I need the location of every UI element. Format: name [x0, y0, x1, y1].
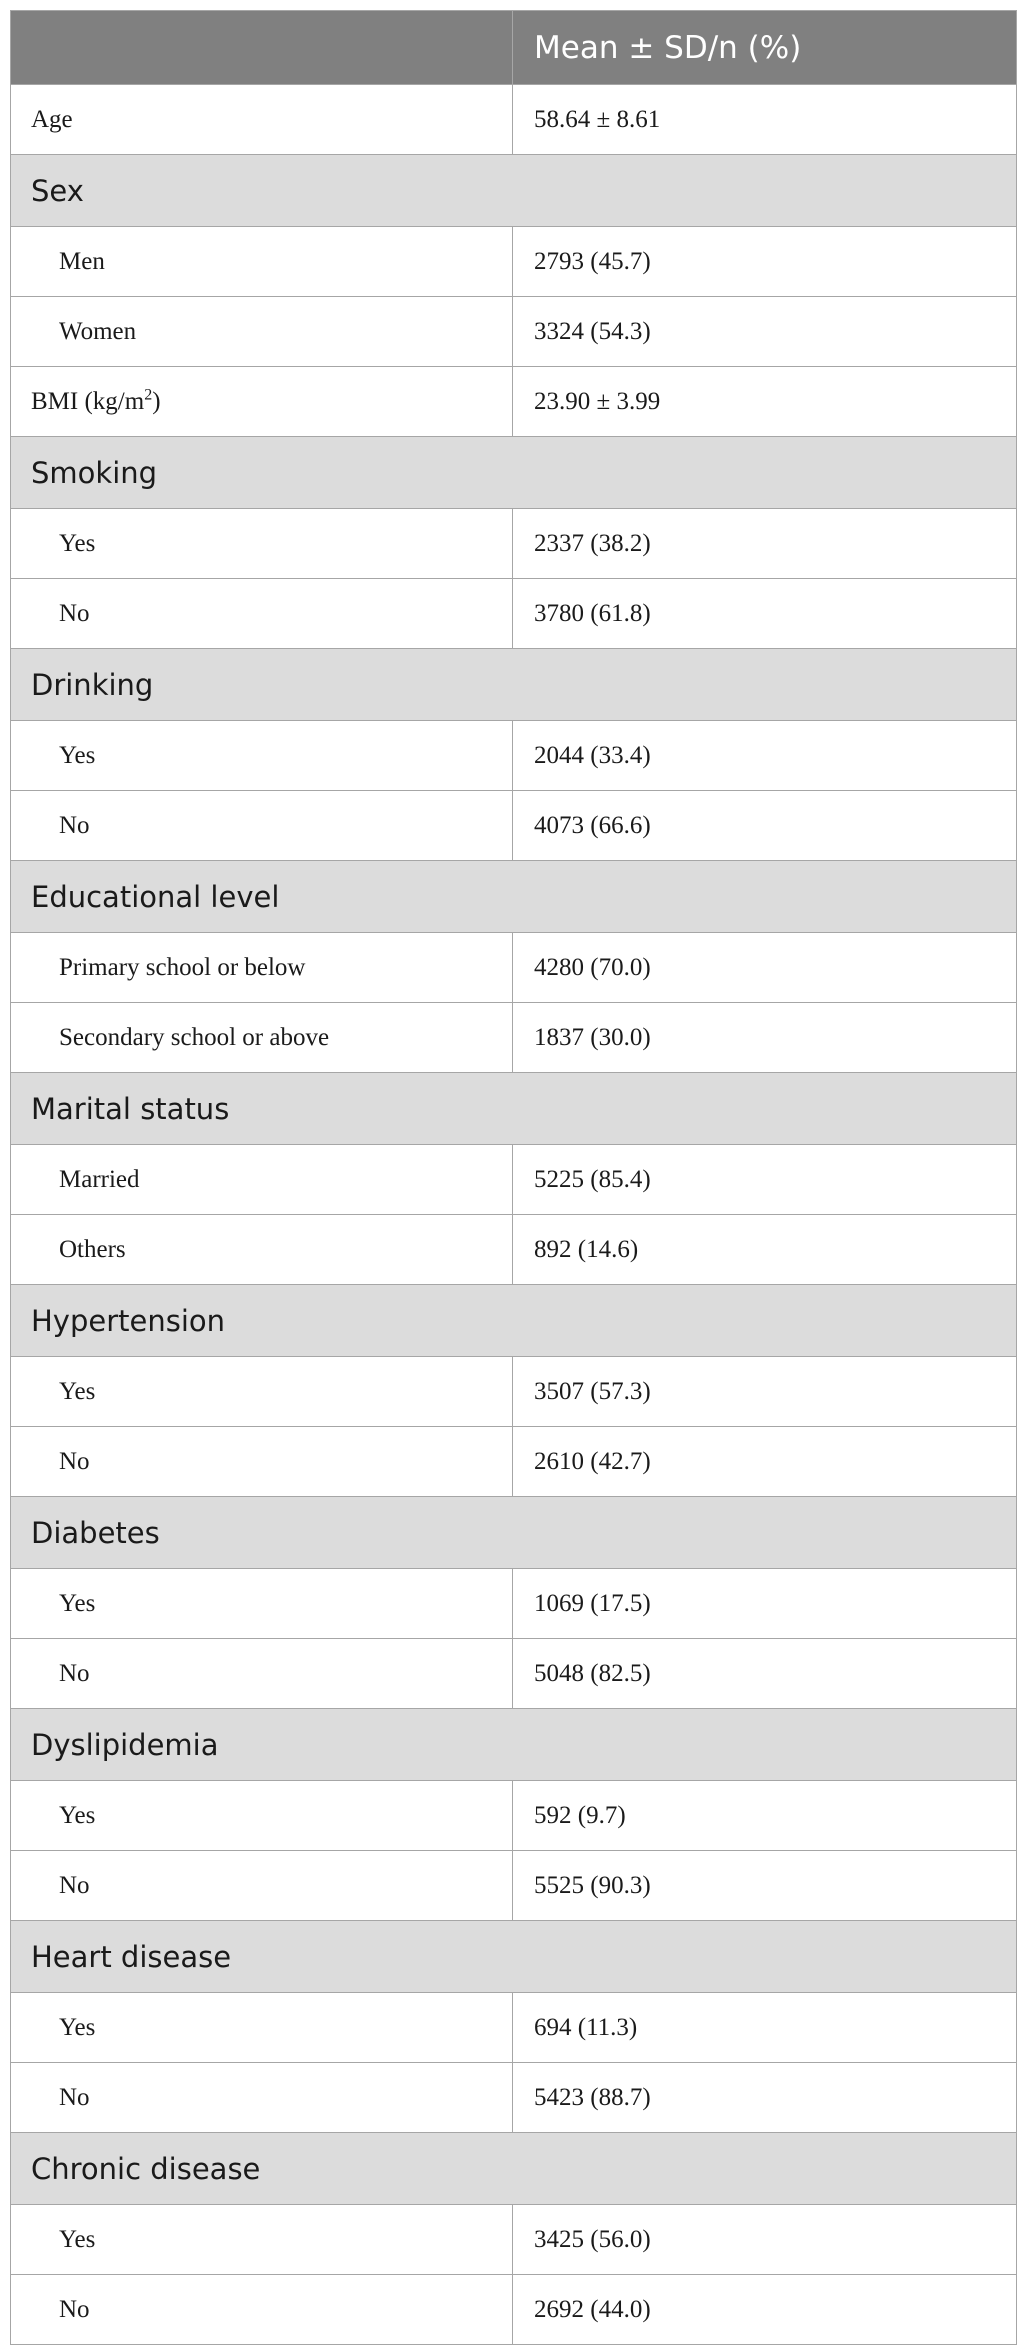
- row-label: No: [11, 791, 513, 861]
- row-label: Others: [11, 1215, 513, 1285]
- table-row: [11, 297, 1017, 367]
- row-value: 892 (14.6): [513, 1215, 1017, 1285]
- row-value: 5225 (85.4): [513, 1145, 1017, 1215]
- row-value: 694 (11.3): [513, 1993, 1017, 2063]
- row-value: 2337 (38.2): [513, 509, 1017, 579]
- table-row: [11, 509, 1017, 579]
- table-row: [11, 1993, 1017, 2063]
- row-value: 2610 (42.7): [513, 1427, 1017, 1497]
- row-value: 5048 (82.5): [513, 1639, 1017, 1709]
- table-row: [11, 579, 1017, 649]
- row-label-suffix: ): [152, 387, 161, 415]
- category-row: [11, 1073, 1017, 1145]
- row-label: No: [11, 1427, 513, 1497]
- category-label: Heart disease: [11, 1921, 1017, 1993]
- row-value: 592 (9.7): [513, 1781, 1017, 1851]
- category-row: [11, 155, 1017, 227]
- characteristics-table: [10, 10, 1017, 2345]
- row-label-superscript: 2: [144, 386, 153, 404]
- table-row: [11, 2063, 1017, 2133]
- category-row: [11, 861, 1017, 933]
- category-row: [11, 649, 1017, 721]
- category-row: [11, 437, 1017, 509]
- table-row: [11, 1639, 1017, 1709]
- row-label: No: [11, 1851, 513, 1921]
- row-label: Married: [11, 1145, 513, 1215]
- table-row: [11, 1215, 1017, 1285]
- row-value: 5525 (90.3): [513, 1851, 1017, 1921]
- row-label-text: BMI (kg/m: [31, 387, 145, 415]
- row-value: 2793 (45.7): [513, 227, 1017, 297]
- row-value: 3780 (61.8): [513, 579, 1017, 649]
- row-label: Yes: [11, 1569, 513, 1639]
- row-value: 1069 (17.5): [513, 1569, 1017, 1639]
- row-label: No: [11, 1639, 513, 1709]
- category-label: Marital status: [11, 1073, 1017, 1145]
- table-row: [11, 227, 1017, 297]
- category-label: Dyslipidemia: [11, 1709, 1017, 1781]
- category-label: Educational level: [11, 861, 1017, 933]
- row-label: [11, 367, 513, 437]
- row-value: 58.64 ± 8.61: [513, 85, 1017, 155]
- category-label: Hypertension: [11, 1285, 1017, 1357]
- row-value: 4280 (70.0): [513, 933, 1017, 1003]
- row-value: 1837 (30.0): [513, 1003, 1017, 1073]
- row-label: Yes: [11, 2205, 513, 2275]
- row-label: No: [11, 2275, 513, 2345]
- table-row: [11, 1851, 1017, 1921]
- row-value: 3507 (57.3): [513, 1357, 1017, 1427]
- header-cell-empty: [11, 11, 513, 85]
- table-row: [11, 1427, 1017, 1497]
- category-label: Sex: [11, 155, 1017, 227]
- header-cell-mean-sd: Mean ± SD/n (%): [513, 11, 1017, 85]
- row-label: Yes: [11, 1993, 513, 2063]
- table-row: [11, 721, 1017, 791]
- row-value: 23.90 ± 3.99: [513, 367, 1017, 437]
- row-label: Age: [11, 85, 513, 155]
- category-label: Smoking: [11, 437, 1017, 509]
- category-label: Drinking: [11, 649, 1017, 721]
- table-row: [11, 2205, 1017, 2275]
- row-value: 2044 (33.4): [513, 721, 1017, 791]
- row-label: Yes: [11, 509, 513, 579]
- row-value: 3425 (56.0): [513, 2205, 1017, 2275]
- row-label: Women: [11, 297, 513, 367]
- category-row: [11, 1285, 1017, 1357]
- table-row: [11, 933, 1017, 1003]
- category-row: [11, 2133, 1017, 2205]
- table-row: [11, 1569, 1017, 1639]
- table-row: [11, 367, 1017, 437]
- row-label: Yes: [11, 721, 513, 791]
- table-row: [11, 2275, 1017, 2345]
- table-body: [11, 85, 1017, 2345]
- category-row: [11, 1497, 1017, 1569]
- row-value: 2692 (44.0): [513, 2275, 1017, 2345]
- row-value: 5423 (88.7): [513, 2063, 1017, 2133]
- table-header-row: [11, 11, 1017, 85]
- row-label: Secondary school or above: [11, 1003, 513, 1073]
- table-row: [11, 1357, 1017, 1427]
- category-row: [11, 1709, 1017, 1781]
- table-row: [11, 791, 1017, 861]
- table-row: [11, 1781, 1017, 1851]
- table-row: [11, 85, 1017, 155]
- category-row: [11, 1921, 1017, 1993]
- row-label: No: [11, 579, 513, 649]
- row-label: Primary school or below: [11, 933, 513, 1003]
- row-label: Men: [11, 227, 513, 297]
- table-row: [11, 1003, 1017, 1073]
- category-label: Diabetes: [11, 1497, 1017, 1569]
- category-label: Chronic disease: [11, 2133, 1017, 2205]
- table-row: [11, 1145, 1017, 1215]
- row-value: 4073 (66.6): [513, 791, 1017, 861]
- row-label: Yes: [11, 1781, 513, 1851]
- row-label: No: [11, 2063, 513, 2133]
- row-value: 3324 (54.3): [513, 297, 1017, 367]
- row-label: Yes: [11, 1357, 513, 1427]
